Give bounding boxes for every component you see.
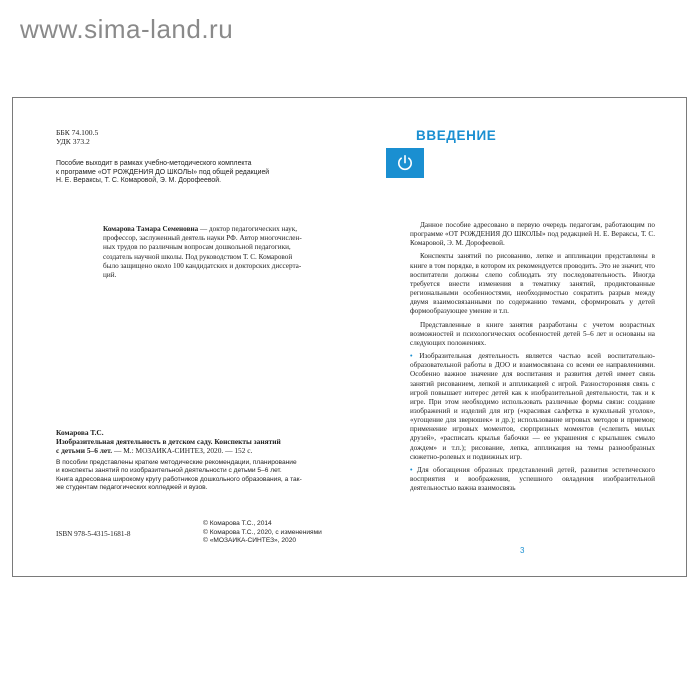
series-line: к программе «ОТ РОЖДЕНИЯ ДО ШКОЛЫ» под общей редакцией — [56, 168, 270, 176]
bbk-code: ББК 74.100.5 — [56, 128, 99, 137]
intro-text — [410, 221, 655, 497]
author-bio-line: было защищено около 100 кандидатских и докторских диссерта- — [103, 261, 302, 270]
watermark-text: www.sima-land.ru — [20, 14, 234, 44]
author-bio-line: профессор, заслуженный деятель науки РФ. Автор многочислен- — [103, 234, 302, 243]
copyright-line: © Комарова Т.С., 2014 — [203, 520, 272, 527]
chapter-heading: ВВЕДЕНИЕ — [416, 128, 497, 143]
isbn: ISBN 978-5-4315-1681-8 — [56, 530, 131, 538]
copyright-line: © «МОЗАИКА-СИНТЕЗ», 2020 — [203, 537, 297, 544]
intro-bullet-paragraph: • Изобразительная деятельность является частью всей воспитательно-образовательной работы в ДОО и взаимосвязана со всеми ее направлениями. Особенно важное значение для воспитания и развития детей имеет связь занятий рисованием, лепкой и аппликацией с игрой. Разносторонняя связь с игрой повышает интерес детей как к изобразительной деятельности, так и к игре. При этом необходимо использовать различные формы связи: создание изображений и изделий для игр («красивая салфетка в кукольный уголок», «угощение для зверюшек» и др.); использование игровых методов и приемов; применение игровых моментов, сюрпризных моментов («слепить милых друзей», «расписать крылья бабочки — ее украшения с крылышек смыло дождем» и т.п.); рисование, лепка, аппликация на темы разнообразных сюжетно-ролевых и подвижных игр. — [410, 352, 655, 462]
copyright-block — [203, 520, 322, 546]
annotation-line: и конспекты занятий по изобразительной деятельности с детьми 5–6 лет. — [56, 467, 282, 475]
author-bio-line: ных трудов по различным вопросам дошкольной педагогики, — [103, 243, 291, 252]
author-bio-line: — доктор педагогических наук, — [198, 225, 298, 233]
right-page — [350, 98, 687, 576]
book-author: Комарова Т.С. — [56, 428, 104, 437]
classification-codes — [56, 128, 98, 146]
author-name: Комарова Тамара Семеновна — [103, 225, 199, 233]
series-line: Пособие выходит в рамках учебно-методического комплекта — [56, 160, 252, 167]
author-bio-line: создатель научной школы. Под руководством Т. С. Комаровой — [103, 252, 293, 261]
annotation-line: Книга адресована широкому кругу работников дошкольного образования, а так- — [56, 475, 302, 483]
power-icon — [386, 148, 424, 178]
intro-paragraph: Представленные в книге занятия разработаны с учетом возрастных возможностей и психологических особенностей детей 5–6 лет и основаны на следующих положениях. — [410, 320, 655, 347]
book-record — [56, 428, 338, 455]
author-bio — [103, 225, 333, 280]
book-imprint: — М.: МОЗАИКА-СИНТЕЗ, 2020. — 152 с. — [112, 446, 253, 455]
series-line: Н. Е. Вераксы, Т. С. Комаровой, Э. М. Дорофеевой. — [56, 177, 221, 185]
book-title: Изобразительная деятельность в детском саду. Конспекты занятий — [56, 437, 281, 446]
book-title-cont: с детьми 5–6 лет. — [56, 446, 113, 455]
intro-paragraph: Конспекты занятий по рисованию, лепке и аппликации представлены в книге в том порядке, в котором их рекомендуется проводить. Это не значит, что воспитатели должны слепо соблюдать эту последовательность. Иногда требуется внести изменения в тематику занятий, продиктованные региональными особенностями, необходимостью сократить разрыв между двумя взаимосвязанными по содержанию темами, сформировать у детей формообразующее умение и т.п. — [410, 252, 655, 316]
intro-bullet-paragraph: • Для обогащения образных представлений детей, развития эстетического восприятия и воображения, успешного овладения изобразительной деятельностью важна взаимосвязь — [410, 466, 655, 493]
annotation — [56, 459, 338, 493]
intro-paragraph: Данное пособие адресовано в первую очередь педагогам, работающим по программе «ОТ РОЖДЕНИЯ ДО ШКОЛЫ» под редакцией Н. Е. Вераксы, Т. С. Комаровой, Э. М. Дорофеевой. — [410, 221, 655, 248]
annotation-line: В пособии представлены краткие методические рекомендации, планирование — [56, 459, 297, 466]
annotation-line: же студентам педагогических колледжей и вузов. — [56, 484, 208, 492]
series-note — [56, 160, 316, 186]
copyright-line: © Комарова Т.С., 2020, с изменениями — [203, 528, 322, 536]
left-page — [13, 98, 350, 576]
author-bio-line: ций. — [103, 271, 117, 280]
udk-code: УДК 373.2 — [56, 137, 90, 146]
book-spread — [12, 97, 687, 577]
page-number: 3 — [520, 546, 525, 555]
